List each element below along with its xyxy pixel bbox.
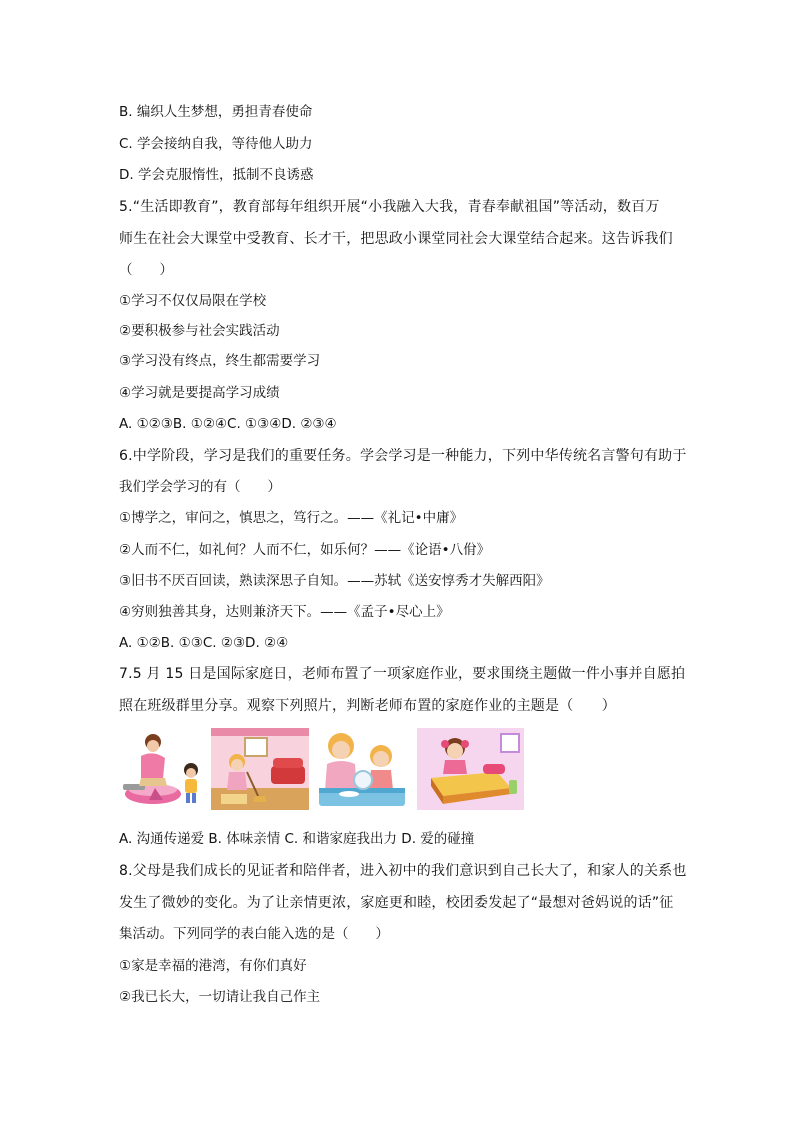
q6-statement-1: ①博学之，审问之，慎思之，笃行之。——《礼记•中庸》	[119, 510, 464, 526]
q5-statement-3: ③学习没有终点，终生都需要学习	[119, 353, 321, 369]
q6-statement-4: ④穷则独善其身，达则兼济天下。——《孟子•尽心上》	[119, 604, 450, 620]
illustration-washing-clothes	[119, 728, 209, 810]
q4-option-c: C. 学会接纳自我，等待他人助力	[119, 136, 313, 152]
q8-stem-line-1: 8.父母是我们成长的见证者和陪伴者，进入初中的我们意识到自己长大了，和家人的关系也	[119, 863, 687, 879]
q6-stem-line-1: 6.中学阶段，学习是我们的重要任务。学会学习是一种能力，下列中华传统名言警句有助于	[119, 448, 687, 464]
q5-statement-2: ②要积极参与社会实践活动	[119, 323, 280, 339]
q8-statement-2: ②我已长大，一切请让我自己作主	[119, 989, 321, 1005]
q5-statement-4: ④学习就是要提高学习成绩	[119, 385, 280, 401]
q6-answer-options: A. ①②B. ①③C. ②③D. ②④	[119, 635, 289, 651]
q7-stem-line-1: 7.5 月 15 日是国际家庭日，老师布置了一项家庭作业，要求围绕主题做一件小事并自愿拍	[119, 666, 686, 682]
q8-stem-line-2: 发生了微妙的变化。为了让亲情更浓，家庭更和睦，校团委发起了“最想对爸妈说的话”征	[119, 895, 674, 911]
q4-option-b: B. 编织人生梦想，勇担青春使命	[119, 104, 313, 120]
q4-option-d: D. 学会克服惰性，抵制不良诱惑	[119, 167, 314, 183]
illustration-making-bed	[417, 728, 524, 810]
q5-stem-line-1: 5.“生活即教育”，教育部每年组织开展“小我融入大我，青春奉献祖国”等活动，数百万	[119, 199, 660, 215]
q8-statement-1: ①家是幸福的港湾，有你们真好	[119, 958, 307, 974]
q5-stem-line-3: （ ）	[119, 262, 173, 278]
q6-statement-2: ②人而不仁，如礼何？人而不仁，如乐何？——《论语•八佾》	[119, 542, 491, 558]
q8-stem-line-3: 集活动。下列同学的表白能入选的是（ ）	[119, 926, 389, 942]
illustration-sweeping-room	[211, 728, 309, 810]
q7-stem-line-2: 照在班级群里分享。观察下列照片，判断老师布置的家庭作业的主题是（ ）	[119, 698, 616, 714]
q5-stem-line-2: 师生在社会大课堂中受教育、长才干，把思政小课堂同社会大课堂结合起来。这告诉我们	[119, 231, 673, 247]
q5-statement-1: ①学习不仅仅局限在学校	[119, 293, 267, 309]
q6-statement-3: ③旧书不厌百回读，熟读深思子自知。——苏轼《送安惇秀才失解西阳》	[119, 573, 550, 589]
q7-illustration-strip	[119, 728, 524, 810]
illustration-washing-dishes	[311, 728, 411, 810]
q6-stem-line-2: 我们学会学习的有（ ）	[119, 479, 281, 495]
q7-answer-options: A. 沟通传递爱 B. 体味亲情 C. 和谐家庭我出力 D. 爱的碰撞	[119, 831, 475, 847]
q5-answer-options: A. ①②③B. ①②④C. ①③④D. ②③④	[119, 416, 337, 432]
